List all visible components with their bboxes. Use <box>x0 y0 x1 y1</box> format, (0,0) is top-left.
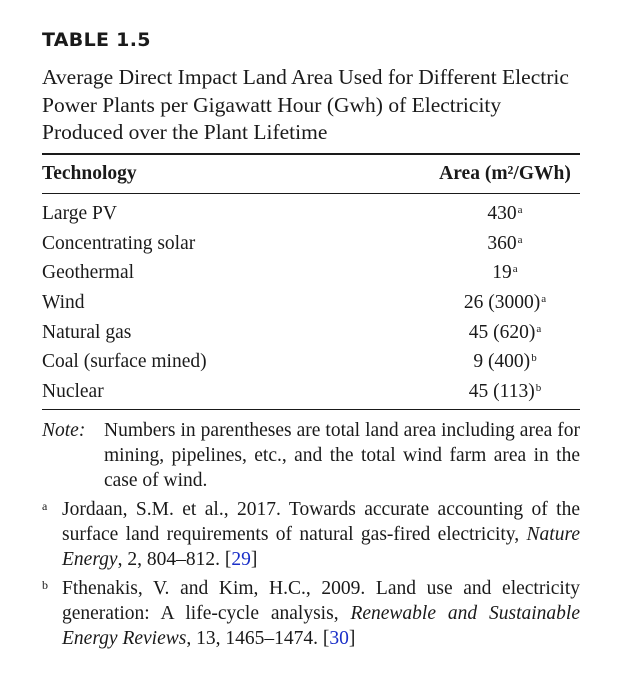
citation-text: ] <box>348 627 356 649</box>
table-row <box>42 200 580 230</box>
footnote-mark: b <box>42 577 48 592</box>
footnotes <box>42 497 580 651</box>
journal-name: Nature Energy <box>62 523 580 570</box>
cell-area <box>430 233 580 255</box>
area-value: 9 (400) <box>473 351 531 373</box>
footnote <box>42 497 580 572</box>
cell-area <box>430 292 580 314</box>
table-label: TABLE 1.5 <box>42 29 151 51</box>
cell-technology: Wind <box>42 292 85 314</box>
journal-name: Renewable and Sustainable Energy Reviews <box>62 602 580 649</box>
table-row <box>42 347 580 377</box>
cell-area <box>430 381 580 403</box>
cell-technology: Geothermal <box>42 262 135 284</box>
footnote-mark: a <box>536 322 542 335</box>
table-note <box>42 418 580 493</box>
header-technology: Technology <box>42 162 137 184</box>
footnote-mark: b <box>531 352 537 365</box>
area-value: 45 (113) <box>468 380 535 402</box>
citation-text: , 13, 1465–1474. [ <box>186 627 330 649</box>
area-value: 19 <box>492 262 512 284</box>
footnote <box>42 576 580 651</box>
footnote-mark: a <box>512 263 518 276</box>
cell-area <box>430 351 580 373</box>
citation-text: ] <box>250 548 258 570</box>
citation-text: Jordaan, S.M. et al., 2017. Towards accurate accounting of the surface land requirements of natural gas-fired electricity, <box>62 498 580 545</box>
table-row <box>42 259 580 289</box>
table-row <box>42 377 580 407</box>
bottom-rule <box>42 409 580 410</box>
reference-link[interactable]: 29 <box>231 548 251 570</box>
area-value: 430 <box>487 203 517 225</box>
table-header <box>42 155 580 193</box>
note-label: Note: <box>42 419 86 441</box>
note-text: Numbers in parentheses are total land area including area for mining, pipelines, etc., and the total wind farm area in the case of wind. <box>104 419 580 491</box>
footnote-mark: a <box>42 498 48 513</box>
area-value: 360 <box>487 232 517 254</box>
table-row <box>42 288 580 318</box>
cell-area <box>430 203 580 225</box>
footnote-text <box>62 497 580 572</box>
cell-area <box>430 262 580 284</box>
footnote-mark: a <box>541 293 547 306</box>
area-value: 45 (620) <box>468 321 536 343</box>
cell-technology: Concentrating solar <box>42 232 196 254</box>
table-body <box>42 194 580 409</box>
cell-technology: Natural gas <box>42 321 132 343</box>
footnote-mark: b <box>535 381 542 394</box>
footnote-mark: a <box>517 204 523 217</box>
area-value: 26 (3000) <box>463 292 541 314</box>
header-area: Area (m²/GWh) <box>439 162 571 184</box>
table-document <box>42 26 580 651</box>
citation-text: Fthenakis, V. and Kim, H.C., 2009. Land use and electricity generation: A life-cycle analysis, <box>62 577 580 624</box>
cell-technology: Large PV <box>42 203 117 225</box>
table-caption: Average Direct Impact Land Area Used for Different Electric Power Plants per Gigawatt Hour (Gwh) of Electricity Produced over the Plant Lifetime <box>42 65 569 144</box>
cell-technology: Nuclear <box>42 380 104 402</box>
footnote-mark: a <box>517 233 523 246</box>
table-row <box>42 229 580 259</box>
citation-text: , 2, 804–812. [ <box>117 548 232 570</box>
footnote-text <box>62 576 580 651</box>
reference-link[interactable]: 30 <box>329 627 349 649</box>
cell-area <box>430 322 580 344</box>
cell-technology: Coal (surface mined) <box>42 351 207 373</box>
table-row <box>42 318 580 348</box>
